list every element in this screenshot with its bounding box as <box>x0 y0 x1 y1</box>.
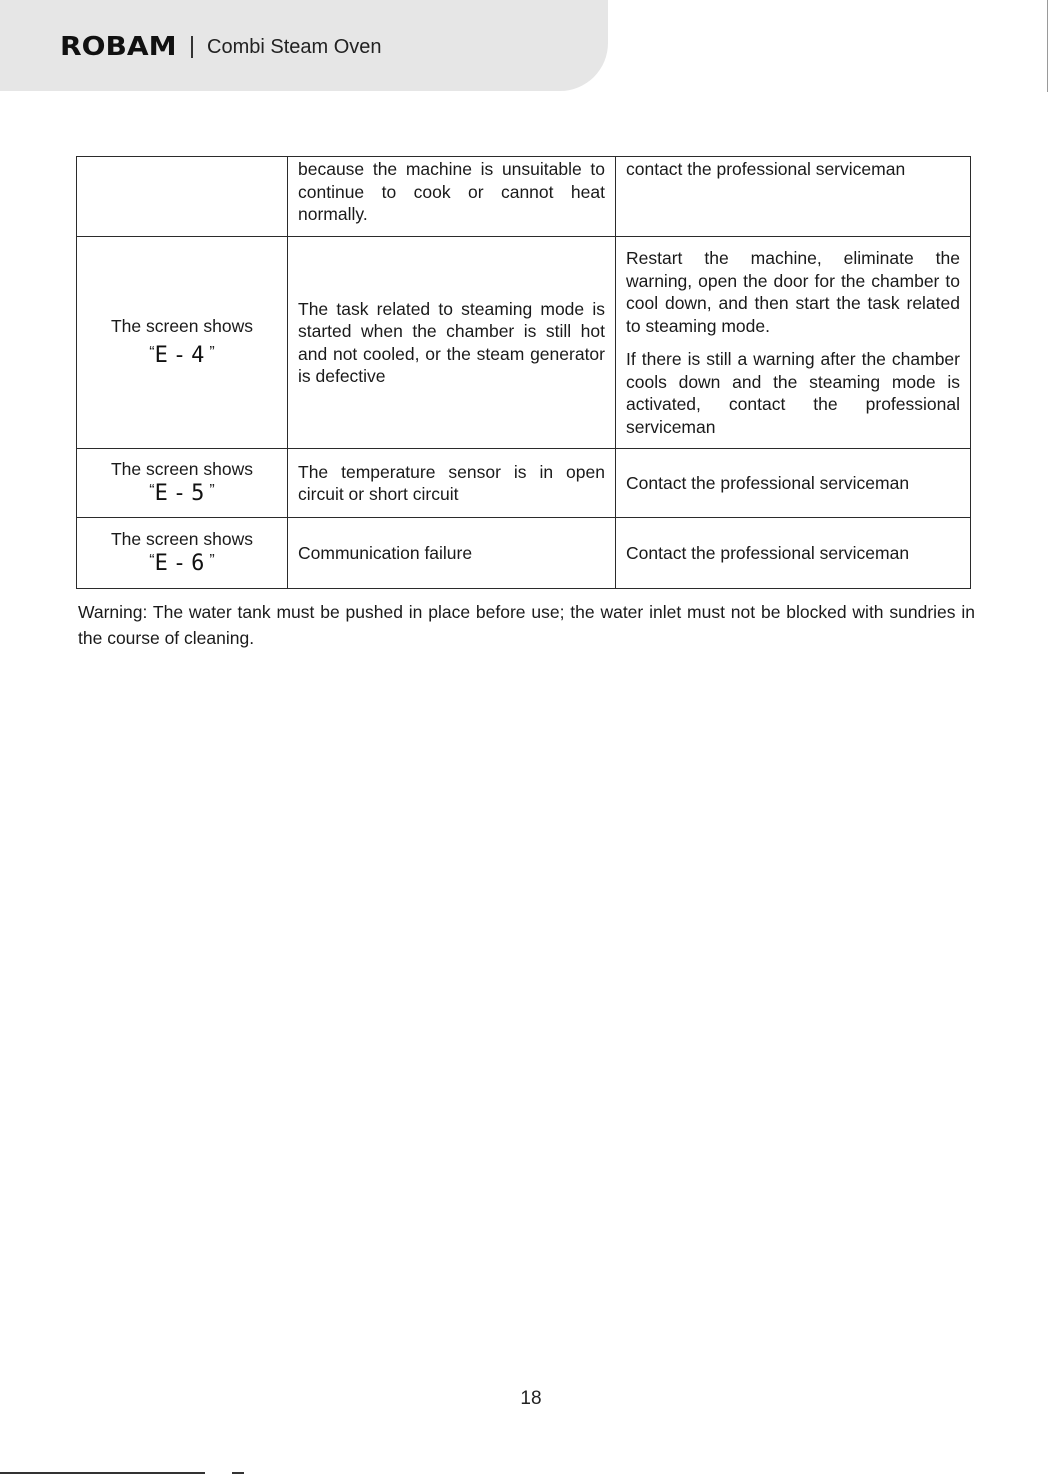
cause-cell <box>288 157 616 237</box>
close-quote: ” <box>209 482 215 500</box>
cause-cell <box>288 237 616 449</box>
cause-text: The task related to steaming mode is started when the chamber is still hot and not cooled, or the steam generator is defective <box>298 298 605 386</box>
close-quote: ” <box>209 343 215 361</box>
open-quote: “ <box>149 482 155 500</box>
table-row <box>77 518 971 589</box>
symptom-text: The screen shows <box>110 458 253 479</box>
error-code: E-6 <box>154 551 210 577</box>
table-row <box>77 157 971 237</box>
warning-note: Warning: The water tank must be pushed in place before use; the water inlet must not be blocked with sundries in the course of cleaning. <box>78 602 975 648</box>
symptom-cell <box>77 237 288 449</box>
open-quote: “ <box>149 343 155 361</box>
solution-cell <box>616 518 971 589</box>
footer-rule <box>0 1472 205 1474</box>
brand-divider <box>191 36 193 58</box>
solution-text: If there is still a warning after the chamber cools down and the steaming mode is activated, contact the professional serviceman <box>626 349 960 437</box>
solution-text: contact the professional serviceman <box>626 159 906 179</box>
page-number: 18 <box>520 1388 542 1409</box>
table-row <box>77 237 971 449</box>
solution-text: Contact the professional serviceman <box>626 542 910 563</box>
solution-cell <box>616 157 971 237</box>
error-code-display <box>87 342 277 370</box>
error-code: E-4 <box>154 342 210 368</box>
product-name: Combi Steam Oven <box>207 36 382 58</box>
troubleshooting-table <box>76 156 971 589</box>
solution-text: Restart the machine, eliminate the warning, open the door for the chamber to cool down, and then start the task related to steaming mode. <box>626 248 960 336</box>
cause-text: because the machine is unsuitable to continue to cook or cannot heat normally. <box>298 159 605 224</box>
error-code: E-5 <box>154 481 210 507</box>
solution-cell <box>616 449 971 518</box>
symptom-cell <box>77 449 288 518</box>
error-code-display <box>87 550 277 578</box>
symptom-text: The screen shows <box>110 316 253 337</box>
table-row <box>77 449 971 518</box>
footer-dash <box>232 1472 244 1474</box>
open-quote: “ <box>149 552 155 570</box>
cause-cell <box>288 449 616 518</box>
cause-cell <box>288 518 616 589</box>
error-code-display <box>87 480 277 508</box>
close-quote: ” <box>209 552 215 570</box>
symptom-text: The screen shows <box>110 528 253 549</box>
page-edge-line <box>1047 0 1048 92</box>
symptom-cell <box>77 518 288 589</box>
brand-logo: ROBAM <box>60 32 177 62</box>
solution-text: Contact the professional serviceman <box>626 472 910 493</box>
cause-text: The temperature sensor is in open circuit or short circuit <box>298 461 605 504</box>
cause-text: Communication failure <box>298 542 473 563</box>
symptom-cell <box>77 157 288 237</box>
solution-cell <box>616 237 971 449</box>
